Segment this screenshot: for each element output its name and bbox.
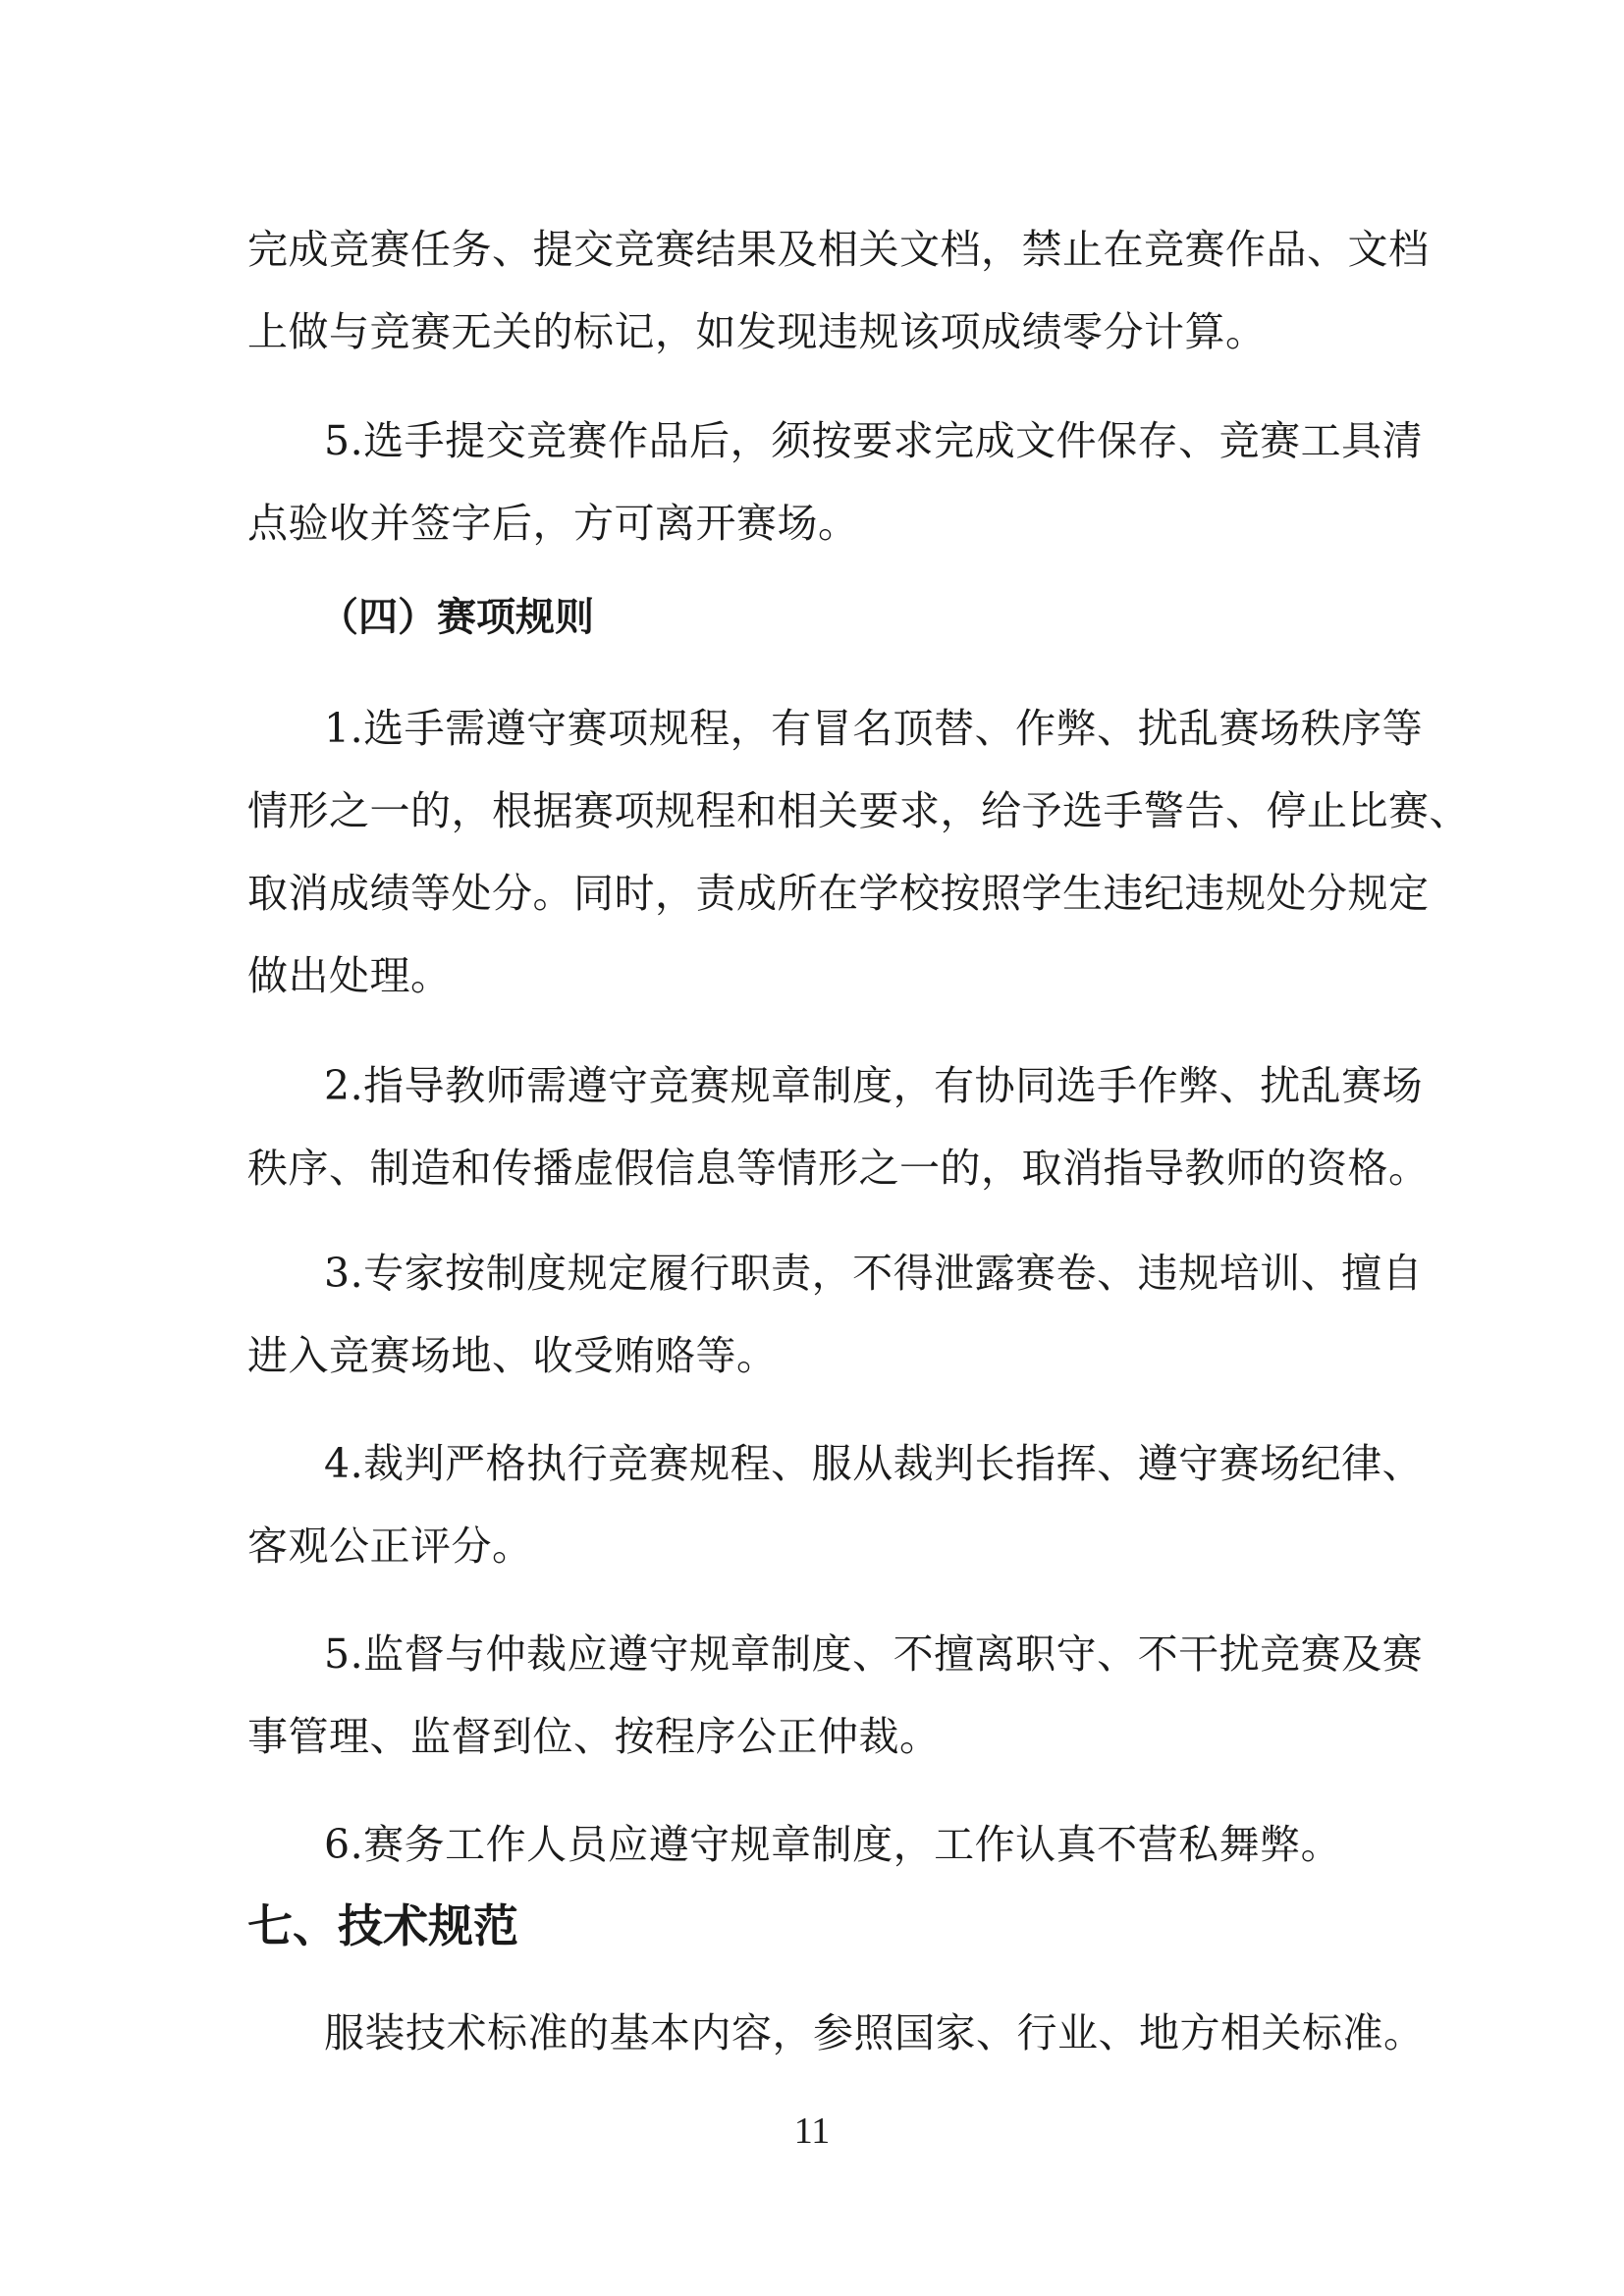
paragraph-line: 4.裁判严格执行竞赛规程、服从裁判长指挥、遵守赛场纪律、: [324, 1440, 1424, 1487]
paragraph-line: 点验收并签字后，方可离开赛场。: [247, 500, 859, 547]
paragraph-line: 完成竞赛任务、提交竞赛结果及相关文档，禁止在竞赛作品、文档: [247, 226, 1430, 273]
paragraph-line: 5.监督与仲裁应遵守规章制度、不擅离职守、不干扰竞赛及赛: [324, 1630, 1424, 1678]
paragraph-line: 5.选手提交竞赛作品后，须按要求完成文件保存、竞赛工具清: [324, 417, 1424, 464]
paragraph-line: 上做与竞赛无关的标记，如发现违规该项成绩零分计算。: [247, 308, 1267, 355]
paragraph-line: 客观公正评分。: [247, 1522, 533, 1570]
paragraph-line: 情形之一的，根据赛项规程和相关要求，给予选手警告、停止比赛、: [247, 787, 1470, 834]
paragraph-line: 进入竞赛场地、收受贿赂等。: [247, 1332, 778, 1379]
section-heading: （四）赛项规则: [319, 594, 594, 640]
paragraph-line: 1.选手需遵守赛项规程，有冒名顶替、作弊、扰乱赛场秩序等: [324, 705, 1424, 752]
paragraph-line: 2.指导教师需遵守竞赛规章制度，有协同选手作弊、扰乱赛场: [324, 1062, 1424, 1109]
paragraph-line: 3.专家按制度规定履行职责，不得泄露赛卷、违规培训、擅自: [324, 1250, 1424, 1297]
paragraph-line: 做出处理。: [247, 952, 452, 999]
chapter-heading: 七、技术规范: [247, 1899, 518, 1952]
paragraph-line: 服装技术标准的基本内容，参照国家、行业、地方相关标准。: [324, 2009, 1425, 2056]
page-number: 11: [793, 2110, 831, 2152]
paragraph-line: 取消成绩等处分。同时，责成所在学校按照学生违纪违规处分规定: [247, 870, 1430, 917]
paragraph-line: 事管理、监督到位、按程序公正仲裁。: [247, 1713, 941, 1760]
paragraph-line: 秩序、制造和传播虚假信息等情形之一的，取消指导教师的资格。: [247, 1145, 1430, 1192]
paragraph-line: 6.赛务工作人员应遵守规章制度，工作认真不营私舞弊。: [324, 1821, 1342, 1868]
